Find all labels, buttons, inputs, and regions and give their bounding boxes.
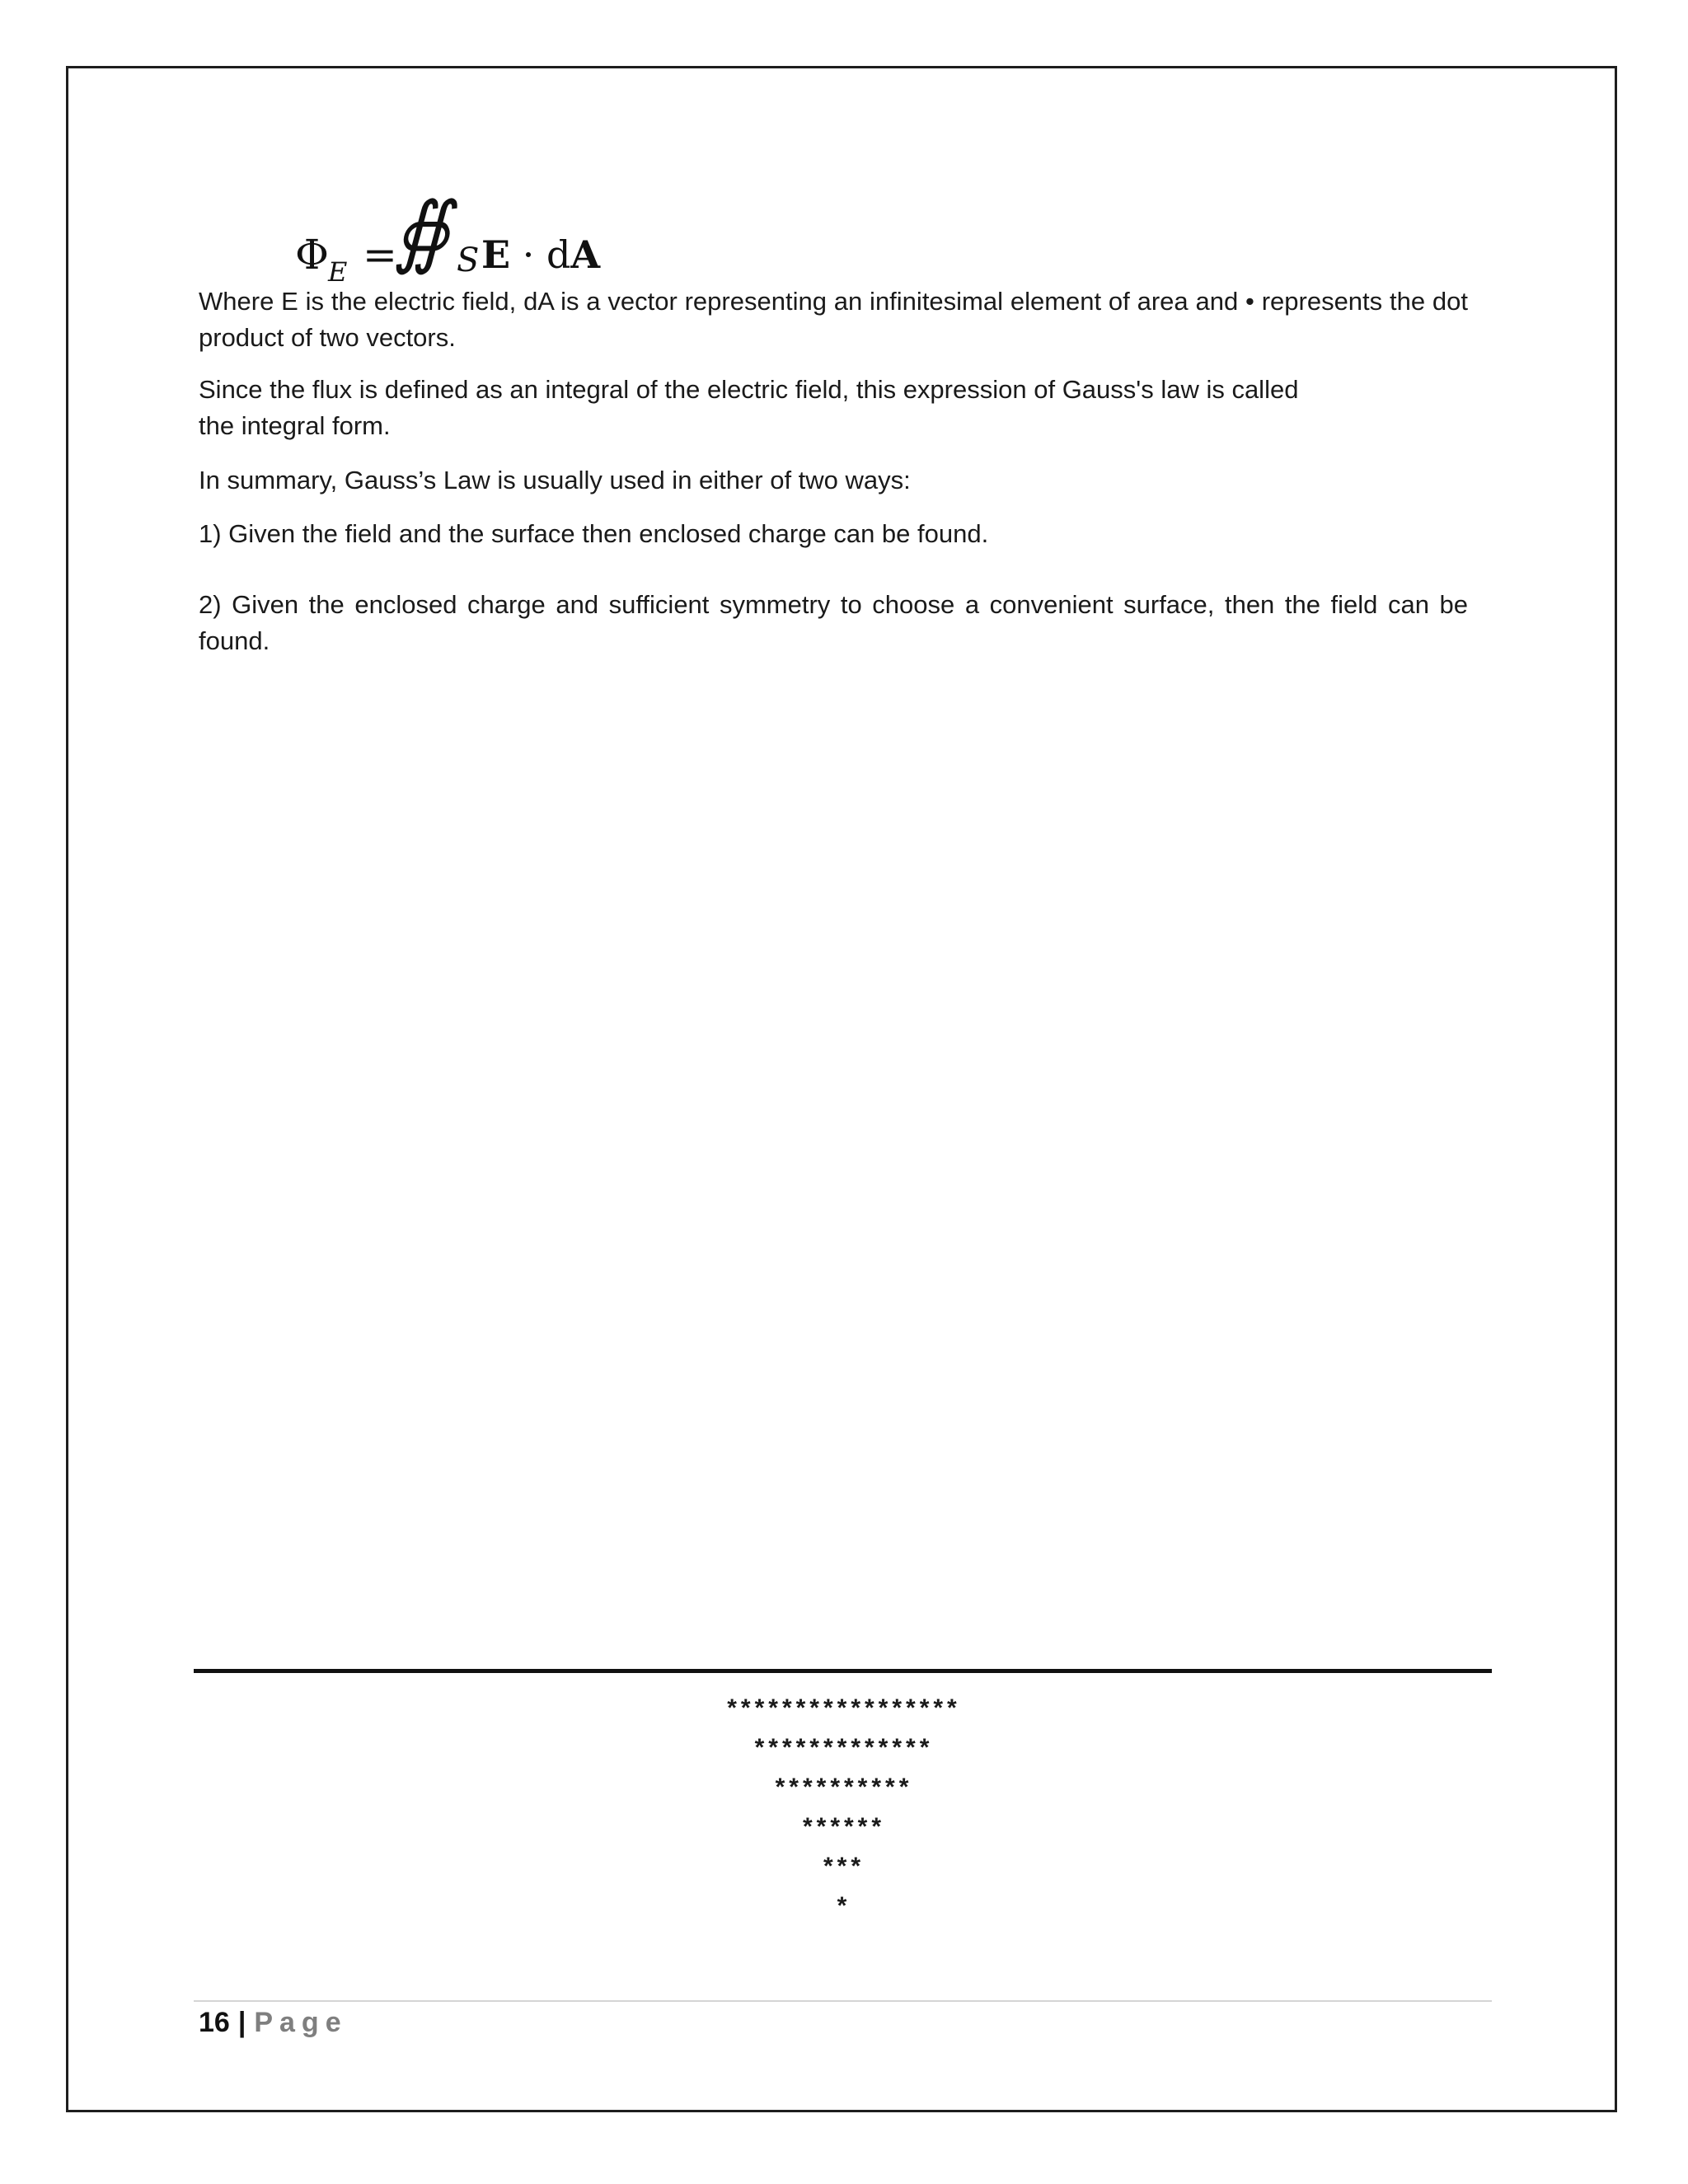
equation-integral-subscript: S [457,241,480,279]
equation-area-vector: A [570,232,601,277]
ornament-row-1: ***************** [727,1694,961,1722]
way-2-paragraph: 2) Given the enclosed charge and sufficient symmetry to choose a convenient surface, then the field can be found. [199,590,1468,655]
ornament-row-2: ************* [754,1734,934,1761]
footer-divider [194,2000,1492,2002]
way-1-paragraph: 1) Given the field and the surface then enclosed charge can be found. [199,519,989,548]
equation-differential: d [546,232,571,277]
equation-surface-integral-icon: ∯ [393,185,450,277]
equation-integrand [481,232,601,277]
integral-form-line-1: Since the flux is defined as an integral of the electric field, this expression of Gauss's law is called [199,375,1299,404]
equation-flux-subscript: E [328,256,348,288]
page-number: 16 [199,2007,230,2038]
page-label: Page [254,2007,348,2038]
ornament-row-6: * [837,1892,851,1919]
equation-field-vector: E [481,232,511,277]
summary-paragraph: In summary, Gauss’s Law is usually used in either of two ways: [199,466,911,494]
definition-paragraph: Where E is the electric field, dA is a vector representing an infinitesimal element of area and • represents the dot product of two vectors. [199,287,1468,352]
page-footer [199,2006,348,2039]
integral-form-line-2: the integral form. [199,411,391,440]
equation-dot: · [522,232,535,277]
ornament-row-5: *** [823,1853,865,1880]
ornament-row-3: ********** [775,1774,913,1801]
equation-equals: = [363,231,397,279]
section-divider [194,1669,1492,1673]
footer-separator: | [237,2007,246,2038]
equation-flux-symbol: Φ [295,231,329,279]
ornament-row-4: ****** [802,1813,886,1840]
